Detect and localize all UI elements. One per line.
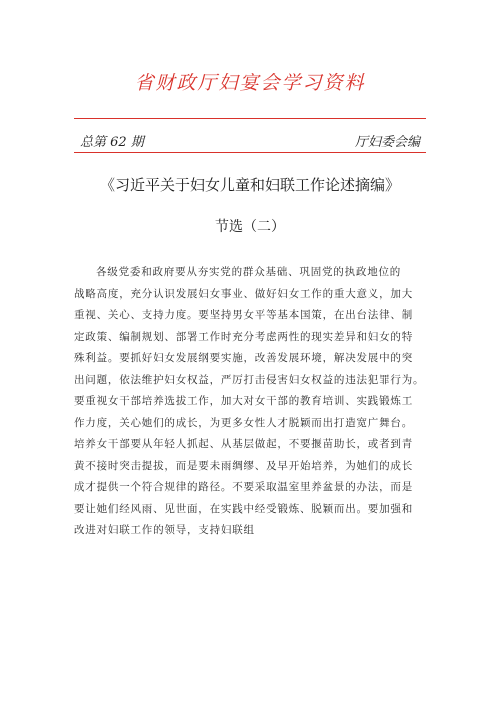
document-title: 《习近平关于妇女儿童和妇联工作论述摘编》 bbox=[99, 176, 400, 194]
body-line: 培养女干部要从年轻人抓起、从基层做起，不要揠苗助长，或者到青 bbox=[74, 438, 413, 450]
masthead-bottom-rule bbox=[74, 152, 426, 153]
body-line: 殊利益。要抓好妇女发展纲要实施，改善发展环境，解决发展中的突 bbox=[74, 352, 413, 364]
masthead-title: 省财政厅妇宴会学习资料 bbox=[134, 72, 366, 94]
body-line: 要让她们经风雨、见世面，在实践中经受锻炼、脱颖而出。要加强和 bbox=[74, 502, 413, 515]
masthead-top-rule bbox=[74, 118, 426, 119]
body-line: 出问题，依法维护妇女权益，严厉打击侵害妇女权益的违法犯罪行为。 bbox=[74, 373, 425, 386]
editor-credit: 厅妇委会编 bbox=[354, 135, 420, 150]
body-line: 要重视女干部培养选拔工作，加大对女干部的教育培训、实践锻炼工 bbox=[74, 395, 413, 407]
body-text bbox=[74, 262, 430, 542]
body-line: 战略高度，充分认识发展妇女事业、做好妇女工作的重大意义，加大 bbox=[74, 287, 413, 300]
body-line: 重视、关心、支持力度。要坚持男女平等基本国策，在出台法律、制 bbox=[74, 309, 413, 321]
document-subtitle: 节选（二） bbox=[215, 219, 285, 235]
body-line: 黄不接时突击提拔，而是要未雨绸缪、及早开始培养，为她们的成长 bbox=[74, 459, 413, 472]
body-line: 定政策、编制规划、部署工作时充分考虑两性的现实差异和妇女的特 bbox=[74, 330, 413, 343]
body-line: 成才提供一个符合规律的路径。不要采取温室里养盆景的办法，而是 bbox=[74, 481, 413, 493]
body-line: 各级党委和政府要从夯实党的群众基础、巩固党的执政地位的 bbox=[96, 266, 402, 278]
body-line: 改进对妇联工作的领导，支持妇联组 bbox=[74, 524, 255, 536]
issue-number: 总第 62 期 bbox=[80, 135, 144, 150]
body-line: 作力度，关心她们的成长，为更多女性人才脱颖而出打造宽广舞台。 bbox=[74, 416, 413, 429]
